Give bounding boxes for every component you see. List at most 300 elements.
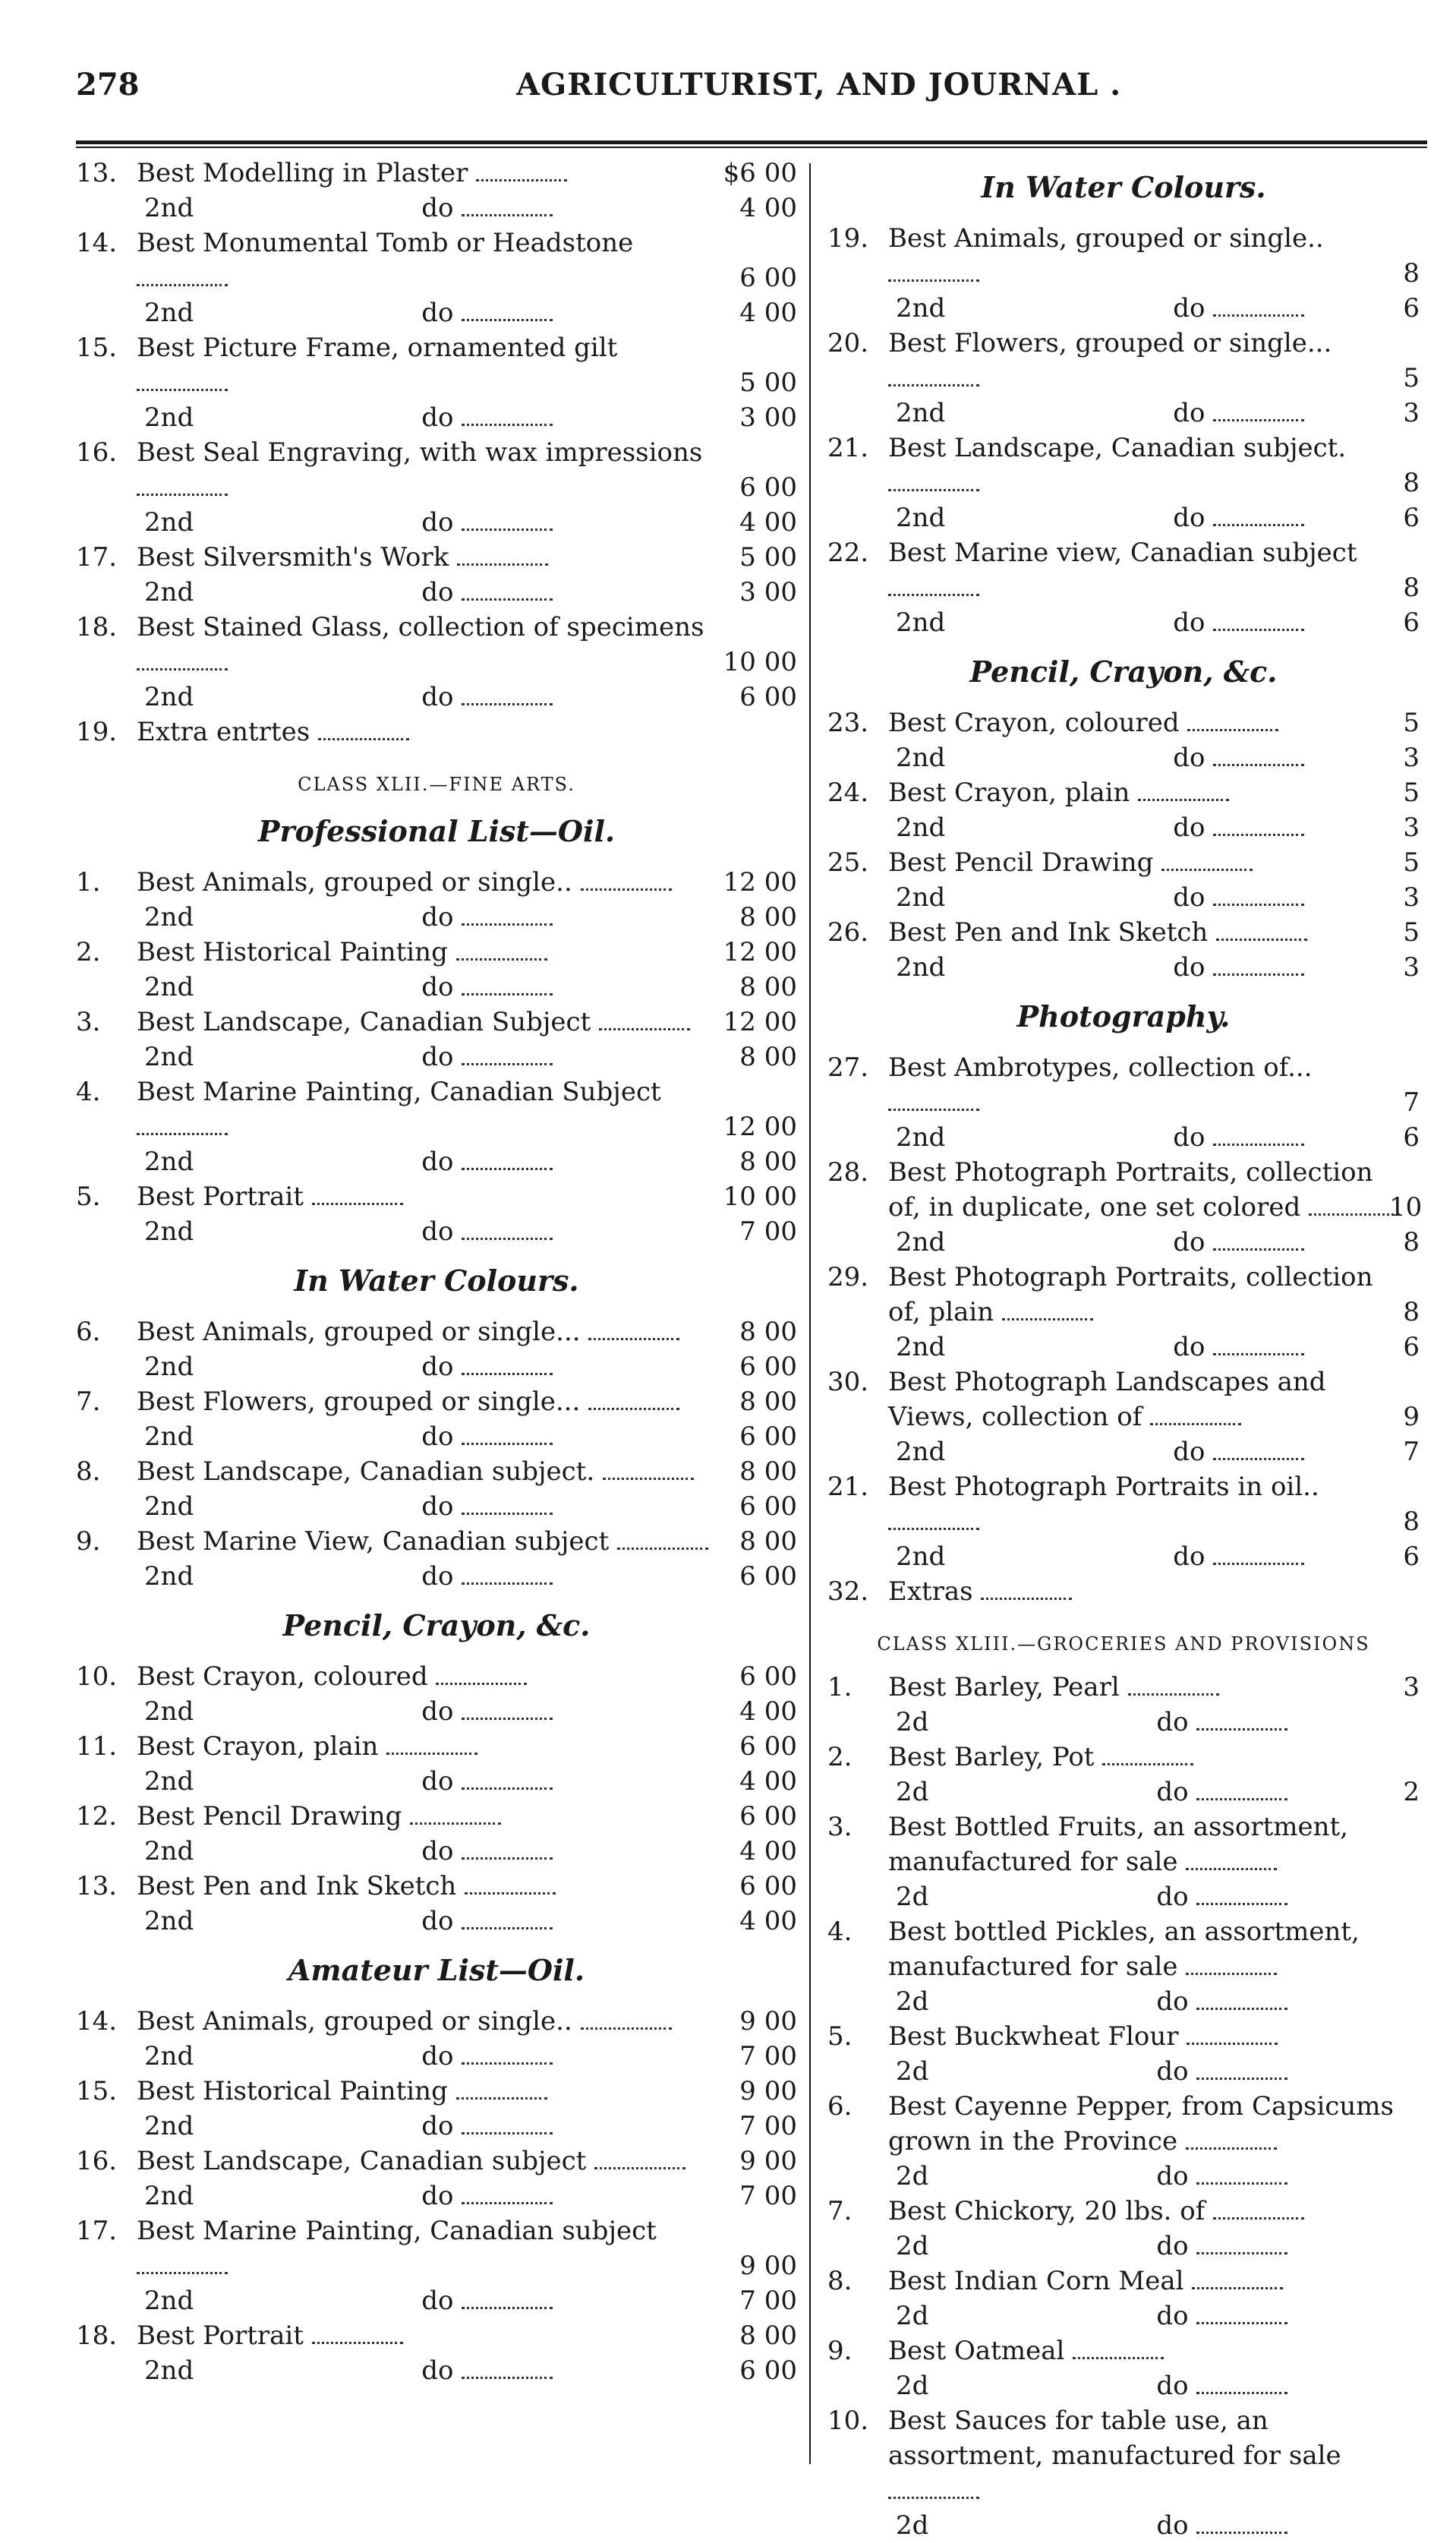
dot-leader — [137, 381, 228, 391]
first-prize-amount: 6 00 — [739, 1871, 797, 1901]
second-prize-amount: 3 — [1403, 398, 1420, 428]
second-prize-amount: 8 00 — [739, 1147, 797, 1177]
entry-label-text: Best Crayon, plain — [888, 778, 1130, 808]
ditto-label: do — [421, 2355, 454, 2386]
second-prize-amount: 6 — [1403, 1541, 1420, 1572]
entry-label — [137, 1729, 714, 1764]
dot-leader — [462, 207, 553, 216]
entry-label — [137, 1659, 714, 1694]
entry-label — [137, 226, 714, 295]
entry-label — [137, 1799, 714, 1834]
second-prize-amount: 3 — [1403, 882, 1420, 913]
running-title: AGRICULTURIST, AND JOURNAL . — [516, 67, 1122, 103]
entry-label-text: Extras — [888, 1576, 973, 1607]
second-label: 2nd — [896, 1541, 946, 1572]
second-prize-amount: 3 00 — [739, 577, 797, 607]
second-label: 2d — [896, 1882, 929, 1912]
first-prize-amount: 8 00 — [739, 1526, 797, 1557]
section-title: Photography. — [1016, 999, 1231, 1033]
first-prize-amount: 7 — [1403, 1087, 1420, 1118]
entry-label-text: Best Stained Glass, collection of specimens — [137, 612, 704, 642]
entry-number: 2. — [76, 937, 101, 967]
dot-leader — [1216, 931, 1307, 941]
entry-label — [137, 1524, 714, 1559]
dot-leader — [462, 2055, 553, 2065]
second-label: 2nd — [144, 902, 194, 932]
second-prize-label — [144, 1040, 721, 1074]
second-prize-row — [827, 1984, 1420, 2019]
dot-leader — [1187, 721, 1278, 731]
ditto-label: do — [1173, 607, 1205, 638]
entry-number: 19. — [827, 223, 869, 254]
second-prize-label — [896, 810, 1412, 845]
second-label: 2d — [896, 1986, 929, 2017]
second-prize-row — [827, 291, 1420, 326]
first-prize-amount: 6 00 — [739, 1801, 797, 1832]
dot-leader — [594, 2160, 685, 2169]
entry-number: 25. — [827, 847, 869, 878]
second-label: 2nd — [144, 1421, 194, 1452]
second-prize-amount: 6 00 — [739, 682, 797, 712]
entry-label — [888, 2264, 1404, 2298]
entry-label — [137, 865, 714, 900]
dot-leader — [1196, 2314, 1287, 2324]
second-prize-row — [76, 1834, 797, 1869]
second-prize-label — [144, 1904, 721, 1939]
dot-leader — [462, 916, 553, 926]
entry-number: 12. — [76, 1801, 118, 1832]
second-prize-amount: 7 00 — [739, 2041, 797, 2071]
dot-leader — [1192, 2280, 1283, 2289]
dot-leader — [462, 2194, 553, 2204]
dot-leader — [462, 1850, 553, 1860]
first-prize-amount: 8 00 — [739, 1456, 797, 1487]
first-prize-amount: 8 00 — [739, 1387, 797, 1417]
entry-number: 13. — [76, 158, 118, 188]
first-prize-amount: 5 — [1403, 363, 1420, 393]
entry-number: 8. — [76, 1456, 101, 1487]
ditto-label: do — [421, 2111, 454, 2141]
ditto-label: do — [1156, 2301, 1189, 2331]
dot-leader — [318, 730, 409, 740]
prize-entry — [76, 2318, 797, 2353]
section-title: In Water Colours. — [981, 170, 1266, 204]
second-prize-label — [144, 400, 721, 435]
dot-leader — [603, 1470, 694, 1480]
prize-entry — [827, 1155, 1423, 1225]
dot-leader — [312, 2334, 403, 2344]
first-prize-amount: 5 — [1403, 917, 1420, 948]
second-prize-amount: 7 — [1403, 1437, 1420, 1467]
entry-label — [137, 1454, 714, 1489]
entry-label — [888, 535, 1404, 605]
first-prize-amount: 8 00 — [739, 2321, 797, 2351]
ditto-label: do — [1173, 398, 1205, 428]
entry-label-text: Best Animals, grouped or single... — [137, 1317, 581, 1347]
second-prize-label — [144, 900, 721, 935]
second-prize-row — [76, 2039, 797, 2074]
entry-label — [137, 1869, 714, 1904]
second-prize-row — [76, 1489, 797, 1524]
ditto-label: do — [1156, 1986, 1189, 2017]
entry-label — [888, 1809, 1404, 1879]
second-label: 2nd — [144, 1491, 194, 1522]
prize-entry — [76, 540, 797, 575]
second-label: 2d — [896, 1707, 929, 1737]
entry-number: 1. — [827, 1672, 852, 1702]
second-prize-row — [827, 1705, 1420, 1740]
second-prize-amount: 6 00 — [739, 1421, 797, 1452]
second-prize-row — [827, 2159, 1420, 2194]
dot-leader — [386, 1745, 477, 1755]
first-prize-amount: 9 00 — [739, 2251, 797, 2281]
entry-label-text: Best Photograph Landscapes and Views, collection of — [888, 1367, 1326, 1432]
first-prize-amount: 12 00 — [723, 1112, 797, 1142]
second-prize-row — [827, 1225, 1420, 1260]
second-label: 2nd — [896, 812, 946, 843]
second-label: 2nd — [896, 607, 946, 638]
prize-entry — [76, 1729, 797, 1764]
first-prize-amount: 9 00 — [739, 2146, 797, 2176]
prize-entry — [827, 845, 1420, 880]
second-prize-amount: 4 00 — [739, 1836, 797, 1866]
entry-label-text: Best Pen and Ink Sketch — [888, 917, 1209, 948]
section-title: Professional List—Oil. — [257, 814, 616, 848]
ditto-label: do — [421, 1491, 454, 1522]
entry-label-text: Best Barley, Pot — [888, 1742, 1095, 1772]
dot-leader — [1196, 2000, 1287, 2010]
prize-entry — [827, 2403, 1420, 2508]
prize-entry — [76, 330, 797, 400]
entry-label — [888, 1365, 1404, 1434]
second-prize-label — [144, 295, 721, 330]
dot-leader — [462, 696, 553, 705]
first-prize-amount: 6 00 — [739, 263, 797, 293]
dot-leader — [1213, 1555, 1304, 1565]
second-prize-label — [144, 2179, 721, 2213]
second-prize-row — [827, 2054, 1420, 2089]
second-label: 2nd — [144, 2041, 194, 2071]
entry-number: 15. — [76, 2076, 118, 2106]
second-prize-label — [896, 2298, 1412, 2333]
class-heading: CLASS XLIII.—GROCERIES AND PROVISIONS — [877, 1633, 1370, 1655]
extras-row — [827, 1574, 1420, 1609]
dot-leader — [462, 591, 553, 601]
entry-number: 21. — [827, 1472, 869, 1502]
prize-entry — [76, 156, 797, 191]
dot-leader — [462, 311, 553, 321]
entry-label-text: Best Oatmeal — [888, 2336, 1065, 2366]
entry-label-text: Best Photograph Portraits, collection of, in duplicate, one set colored — [888, 1157, 1373, 1223]
second-label: 2nd — [896, 952, 946, 983]
entry-label — [888, 845, 1404, 880]
second-prize-row — [76, 1349, 797, 1384]
ditto-label: do — [421, 1352, 454, 1382]
second-label: 2nd — [144, 1216, 194, 1247]
entry-label-text: Best Buckwheat Flour — [888, 2021, 1179, 2052]
dot-leader — [1213, 1136, 1304, 1146]
entry-number: 9. — [76, 1526, 101, 1557]
second-prize-label — [144, 2039, 721, 2074]
second-prize-row — [76, 1419, 797, 1454]
second-prize-label — [144, 1214, 721, 1249]
second-label: 2nd — [144, 2286, 194, 2316]
dot-leader — [1161, 861, 1253, 871]
second-prize-amount: 7 00 — [739, 1216, 797, 1247]
dot-leader — [1186, 2140, 1277, 2150]
page-header — [76, 67, 1404, 128]
entry-label-text: Best Marine View, Canadian subject — [137, 1526, 610, 1557]
second-prize-row — [827, 1879, 1420, 1914]
second-prize-label — [896, 1705, 1412, 1740]
second-prize-amount: 3 — [1403, 952, 1420, 983]
second-prize-label — [144, 680, 721, 715]
entry-label — [888, 1670, 1404, 1705]
second-label: 2nd — [896, 1227, 946, 1257]
first-prize-amount: 12 00 — [723, 1007, 797, 1037]
prize-entry — [827, 2264, 1420, 2298]
second-label: 2nd — [144, 972, 194, 1002]
dot-leader — [1213, 756, 1304, 766]
dot-leader — [1128, 1686, 1219, 1696]
first-prize-amount: 5 — [1403, 708, 1420, 738]
dot-leader — [888, 481, 979, 491]
prize-entry — [827, 2194, 1420, 2229]
ditto-label: do — [421, 1042, 454, 1072]
dot-leader — [1213, 412, 1304, 421]
second-prize-row — [76, 2283, 797, 2318]
entry-label-text: Best Pencil Drawing — [137, 1801, 402, 1832]
section-title: Pencil, Crayon, &c. — [282, 1608, 591, 1642]
entry-label — [137, 1314, 714, 1349]
second-prize-label — [144, 1144, 721, 1179]
extra-entries-row — [76, 715, 797, 749]
entry-label — [888, 2089, 1404, 2159]
entry-label — [888, 1050, 1404, 1120]
second-label: 2nd — [896, 743, 946, 773]
second-label: 2d — [896, 2161, 929, 2191]
section-title: Pencil, Crayon, &c. — [969, 655, 1278, 689]
entry-number: 10. — [827, 2406, 869, 2436]
entry-label — [137, 2004, 714, 2039]
second-prize-row — [827, 2229, 1420, 2264]
dot-leader — [1213, 966, 1304, 976]
entry-label-text: Best Photograph Portraits in oil.. — [888, 1472, 1319, 1502]
entry-label-text: Best Modelling in Plaster — [137, 158, 468, 188]
entry-label-text: Extra entrtes — [137, 717, 310, 747]
dot-leader — [1102, 1756, 1193, 1765]
entry-label-text: Best Sauces for table use, an assortment, manufactured for sale — [888, 2406, 1341, 2471]
prize-entry — [76, 1799, 797, 1834]
entry-number: 8. — [827, 2266, 852, 2296]
first-prize-amount: 6 00 — [739, 1731, 797, 1762]
dot-leader — [312, 1195, 403, 1205]
dot-leader — [137, 1125, 228, 1135]
first-prize-amount: 5 — [1403, 778, 1420, 808]
entry-label-text: Best Pencil Drawing — [888, 847, 1154, 878]
second-prize-label — [896, 950, 1412, 985]
second-prize-row — [76, 191, 797, 226]
entry-label-text: Best Seal Engraving, with wax impressions — [137, 437, 703, 468]
second-prize-row — [76, 2353, 797, 2388]
dot-leader — [888, 1520, 979, 1530]
entry-number: 14. — [76, 2006, 118, 2037]
entry-label — [888, 326, 1404, 396]
first-prize-amount: 9 00 — [739, 2076, 797, 2106]
ditto-label: do — [1156, 2161, 1189, 2191]
second-prize-amount: 6 00 — [739, 2355, 797, 2386]
second-prize-label — [144, 2109, 721, 2144]
dot-leader — [462, 1920, 553, 1929]
dot-leader — [617, 1540, 708, 1550]
ditto-label: do — [1173, 503, 1205, 533]
first-prize-amount: 12 00 — [723, 937, 797, 967]
second-prize-amount: 4 00 — [739, 298, 797, 328]
entry-label — [888, 1260, 1404, 1330]
ditto-label: do — [421, 1561, 454, 1592]
entry-label-text: Best Portrait — [137, 1182, 304, 1212]
second-prize-label — [896, 1434, 1412, 1469]
dot-leader — [1213, 2210, 1304, 2220]
second-prize-amount: 6 00 — [739, 1491, 797, 1522]
prize-entry — [76, 610, 797, 680]
second-prize-row — [827, 2508, 1420, 2543]
second-prize-row — [827, 2368, 1420, 2403]
entry-number: 13. — [76, 1871, 118, 1901]
prize-entry — [827, 2333, 1420, 2368]
second-prize-amount: 7 00 — [739, 2286, 797, 2316]
ditto-label: do — [421, 1421, 454, 1452]
second-prize-row — [827, 1330, 1420, 1365]
entry-number: 14. — [76, 228, 118, 258]
dot-leader — [456, 2090, 547, 2100]
entry-label — [137, 156, 714, 191]
section-title: Amateur List—Oil. — [288, 1953, 585, 1987]
entry-number: 2. — [827, 1742, 852, 1772]
first-prize-amount: $6 00 — [723, 158, 797, 188]
second-prize-row — [76, 970, 797, 1005]
entry-label — [888, 1914, 1404, 1984]
second-label: 2nd — [896, 1122, 946, 1153]
second-prize-row — [827, 740, 1420, 775]
second-prize-row — [827, 1434, 1420, 1469]
second-label: 2nd — [144, 1042, 194, 1072]
second-prize-label — [896, 396, 1412, 431]
dot-leader — [1213, 307, 1304, 317]
second-prize-label — [144, 1834, 721, 1869]
second-prize-row — [827, 810, 1420, 845]
entry-number: 11. — [76, 1731, 118, 1762]
prize-entry — [76, 865, 797, 900]
ditto-label: do — [1173, 882, 1205, 913]
ditto-label: do — [421, 1766, 454, 1797]
prize-entry — [76, 1869, 797, 1904]
dot-leader — [599, 1021, 690, 1030]
second-prize-label — [144, 191, 721, 226]
prize-entry — [76, 2213, 797, 2283]
dot-leader — [137, 661, 228, 670]
second-prize-label — [896, 2508, 1412, 2543]
entry-label — [137, 2213, 714, 2283]
second-prize-row — [76, 1214, 797, 1249]
second-prize-label — [144, 575, 721, 610]
second-label: 2nd — [896, 398, 946, 428]
ditto-label: do — [421, 902, 454, 932]
dot-leader — [1196, 2245, 1287, 2254]
dot-leader — [581, 2020, 672, 2030]
dot-leader — [457, 556, 548, 566]
second-prize-row — [76, 1144, 797, 1179]
dot-leader — [137, 486, 228, 496]
dot-leader — [465, 1885, 556, 1895]
second-prize-label — [896, 2054, 1412, 2089]
second-prize-row — [827, 500, 1420, 535]
second-prize-label — [896, 291, 1412, 326]
dot-leader — [462, 1780, 553, 1790]
entry-label — [888, 221, 1404, 291]
entry-number: 18. — [76, 612, 118, 642]
ditto-label: do — [1156, 2056, 1189, 2087]
entry-number: 32. — [827, 1576, 869, 1607]
entry-label-text: Best Animals, grouped or single.. — [888, 223, 1324, 254]
entry-label — [137, 1179, 714, 1214]
dot-leader — [888, 1101, 979, 1111]
second-prize-row — [76, 1694, 797, 1729]
entry-label-text: Best Indian Corn Meal — [888, 2266, 1184, 2296]
second-label: 2nd — [144, 507, 194, 538]
entry-number: 5. — [76, 1182, 101, 1212]
dot-leader — [888, 2489, 979, 2499]
dot-leader — [137, 2264, 228, 2274]
dot-leader — [888, 586, 979, 596]
dot-leader — [1002, 1311, 1093, 1320]
entry-label-text: Best Silversmith's Work — [137, 542, 449, 573]
second-prize-amount: 8 00 — [739, 1042, 797, 1072]
second-label: 2nd — [144, 1906, 194, 1936]
ditto-label: do — [421, 402, 454, 433]
entry-label-text: Best Cayenne Pepper, from Capsicums grown in the Province — [888, 2091, 1394, 2157]
dot-leader — [462, 521, 553, 531]
dot-leader — [462, 2125, 553, 2134]
entry-label-text: Best Barley, Pearl — [888, 1672, 1120, 1702]
second-prize-amount: 6 00 — [739, 1352, 797, 1382]
entry-label — [137, 610, 714, 680]
entry-number: 24. — [827, 778, 869, 808]
ditto-label: do — [1173, 743, 1205, 773]
second-prize-label — [144, 505, 721, 540]
ditto-label: do — [421, 298, 454, 328]
second-prize-row — [76, 505, 797, 540]
second-prize-label — [896, 2368, 1412, 2403]
entry-label — [137, 540, 714, 575]
ditto-label: do — [421, 1147, 454, 1177]
ditto-label: do — [1156, 2510, 1189, 2541]
entry-number: 7. — [76, 1387, 101, 1417]
entry-number: 3. — [76, 1007, 101, 1037]
prize-entry — [827, 705, 1420, 740]
ditto-label: do — [421, 1906, 454, 1936]
second-label: 2d — [896, 2301, 929, 2331]
first-prize-amount: 12 00 — [723, 867, 797, 898]
ditto-label: do — [421, 2286, 454, 2316]
second-prize-row — [76, 575, 797, 610]
dot-leader — [462, 1435, 553, 1445]
ditto-label: do — [421, 972, 454, 1002]
entry-label — [888, 2194, 1404, 2229]
second-prize-row — [76, 1559, 797, 1594]
second-prize-amount: 4 00 — [739, 1696, 797, 1727]
prize-entry — [76, 1454, 797, 1489]
